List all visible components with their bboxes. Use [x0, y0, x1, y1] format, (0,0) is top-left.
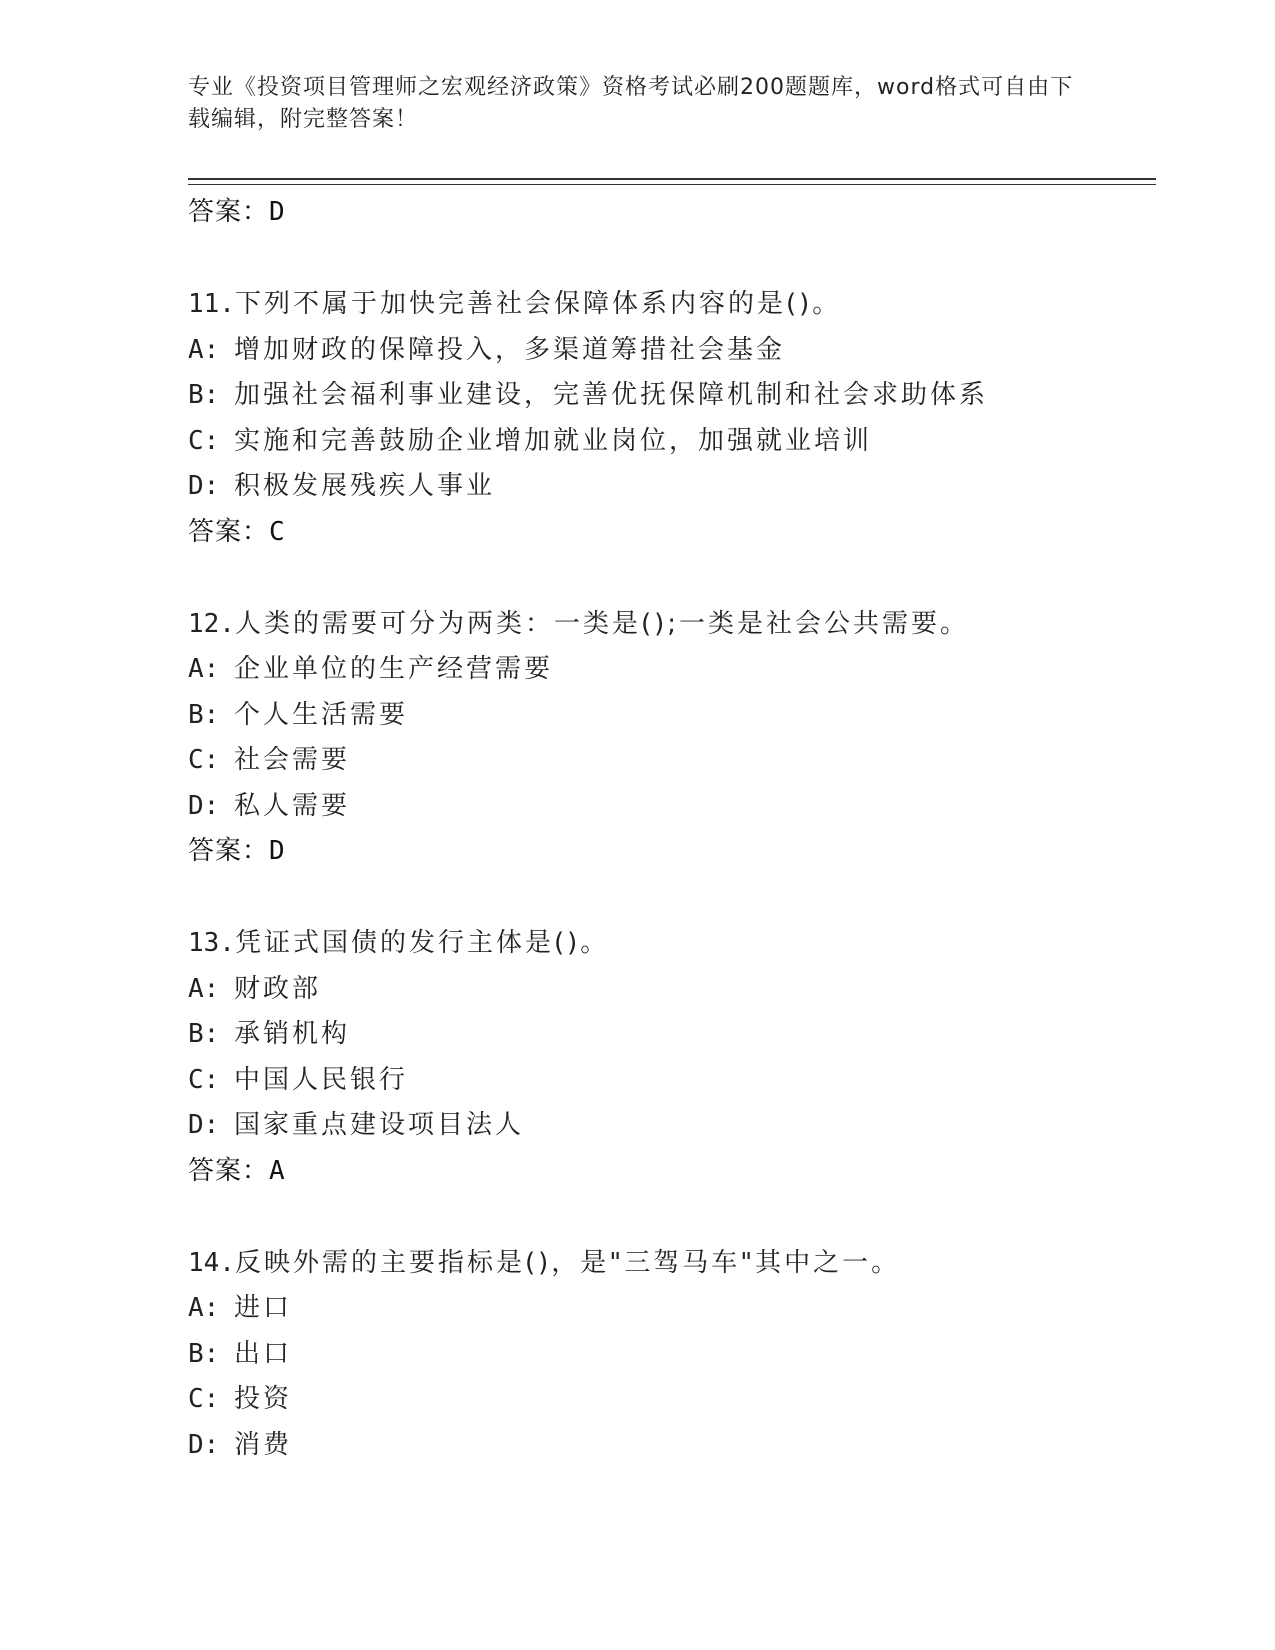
answer-line	[188, 510, 1148, 554]
option-key: C:	[188, 1384, 220, 1414]
option-b	[188, 373, 1148, 419]
option-text: 消费	[234, 1429, 293, 1460]
spacer	[188, 554, 1148, 602]
option-text: 中国人民银行	[234, 1064, 409, 1095]
question-text: 下列不属于加快完善社会保障体系内容的是()。	[234, 289, 842, 319]
option-key: A:	[188, 973, 220, 1004]
option-text: 增加财政的保障投入，多渠道筹措社会基金	[234, 334, 786, 365]
option-key: C:	[188, 745, 220, 775]
question-text: 凭证式国债的发行主体是()。	[234, 928, 610, 958]
option-a	[188, 967, 1148, 1013]
question-stem	[188, 602, 1148, 648]
option-key: D:	[188, 1110, 220, 1140]
option-key: C:	[188, 425, 220, 456]
option-key: D:	[188, 1429, 220, 1460]
option-a	[188, 647, 1148, 693]
option-c	[188, 1377, 1148, 1423]
option-key: A:	[188, 654, 220, 684]
option-text: 个人生活需要	[234, 699, 409, 730]
option-d	[188, 464, 1148, 510]
option-key: A:	[188, 334, 220, 365]
option-d	[188, 1103, 1148, 1149]
question-stem	[188, 282, 1148, 328]
option-text: 财政部	[234, 973, 322, 1004]
option-key: B:	[188, 380, 220, 410]
answer-value: D	[269, 836, 286, 866]
option-c	[188, 1058, 1148, 1104]
document-header-title: 专业《投资项目管理师之宏观经济政策》资格考试必刷200题题库，word格式可自由下载编辑，附完整答案！	[188, 75, 1074, 132]
option-b	[188, 1012, 1148, 1058]
option-text: 出口	[234, 1338, 293, 1369]
question-text: 人类的需要可分为两类：一类是();一类是社会公共需要。	[234, 608, 970, 639]
answer-label: 答案：	[188, 836, 270, 866]
answer-value: C	[269, 516, 286, 547]
question-block	[188, 1241, 1148, 1469]
option-b	[188, 693, 1148, 739]
option-text: 企业单位的生产经营需要	[234, 654, 554, 684]
answer-value: A	[269, 1155, 286, 1186]
option-a	[188, 1286, 1148, 1332]
question-list	[188, 190, 1148, 1468]
question-block	[188, 602, 1148, 874]
option-text: 进口	[234, 1293, 293, 1323]
option-key: D:	[188, 471, 220, 501]
option-text: 积极发展残疾人事业	[234, 471, 496, 501]
answer-label: 答案：	[188, 197, 270, 227]
question-number: 13.	[188, 928, 235, 958]
question-number: 11.	[188, 289, 235, 319]
question-number: 12.	[188, 608, 235, 639]
option-d	[188, 1423, 1148, 1469]
answer-label: 答案：	[188, 1155, 270, 1186]
option-c	[188, 738, 1148, 784]
spacer	[188, 1193, 1148, 1241]
option-text: 投资	[234, 1384, 293, 1414]
spacer	[188, 234, 1148, 282]
option-text: 国家重点建设项目法人	[234, 1110, 525, 1140]
option-c	[188, 419, 1148, 465]
answer-line	[188, 1149, 1148, 1193]
option-key: B:	[188, 1019, 220, 1049]
option-text: 加强社会福利事业建设，完善优抚保障机制和社会求助体系	[234, 380, 989, 410]
question-block	[188, 282, 1148, 554]
question-stem	[188, 921, 1148, 967]
option-key: B:	[188, 1338, 220, 1369]
option-text: 承销机构	[234, 1019, 351, 1049]
question-number: 14.	[188, 1247, 235, 1278]
option-d	[188, 784, 1148, 830]
answer-value: D	[269, 197, 286, 227]
question-text: 反映外需的主要指标是()，是"三驾马车"其中之一。	[234, 1247, 901, 1278]
option-key: D:	[188, 790, 220, 821]
option-text: 实施和完善鼓励企业增加就业岗位，加强就业培训	[234, 425, 873, 456]
spacer	[188, 873, 1148, 921]
option-text: 社会需要	[234, 745, 351, 775]
option-key: C:	[188, 1064, 220, 1095]
option-b	[188, 1332, 1148, 1378]
question-block	[188, 921, 1148, 1193]
header-divider	[188, 178, 1156, 185]
option-a	[188, 328, 1148, 374]
option-key: B:	[188, 699, 220, 730]
answer-line	[188, 829, 1148, 873]
answer-label: 答案：	[188, 516, 270, 547]
option-key: A:	[188, 1293, 220, 1323]
option-text: 私人需要	[234, 790, 351, 821]
question-stem	[188, 1241, 1148, 1287]
answer-line	[188, 190, 1148, 234]
